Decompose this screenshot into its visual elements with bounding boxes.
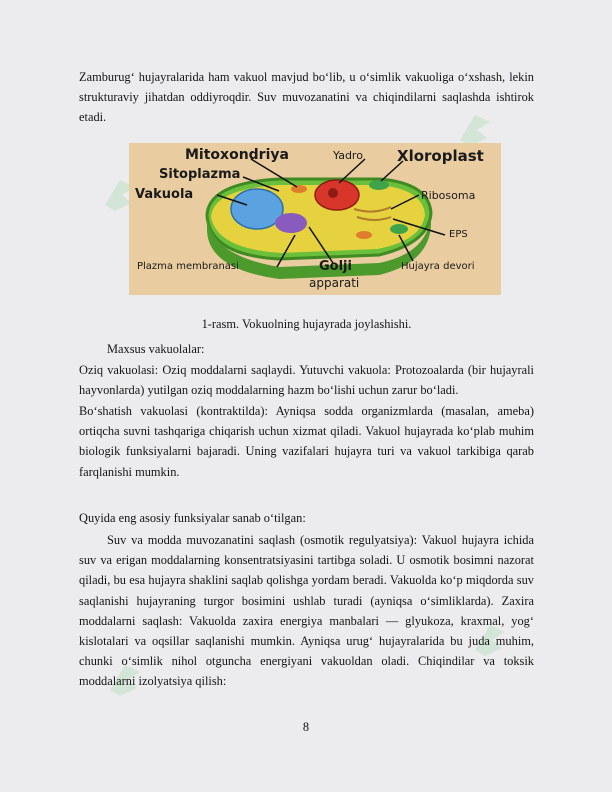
- paragraph-special-vacuoles: Maxsus vakuolalar:: [107, 342, 205, 356]
- label-mitoxondriya: Mitoxondriya: [185, 147, 289, 163]
- label-ribosoma: Ribosoma: [421, 189, 476, 202]
- label-sitoplazma: Sitoplazma: [159, 167, 241, 182]
- label-xloroplast: Xloroplast: [397, 147, 484, 165]
- figure-caption: 1-rasm. Vokuolning hujayrada joylashishi.: [201, 317, 412, 331]
- label-yadro: Yadro: [333, 149, 363, 162]
- label-apparati: apparati: [309, 276, 360, 290]
- label-hujayra-devori: Hujayra devori: [401, 261, 475, 272]
- cell-diagram-svg: [129, 143, 501, 295]
- label-golji: Golji: [319, 259, 352, 274]
- paragraph-functions: Suv va modda muvozanatini saqlash (osmotik regulyatsiya): Vakuol hujayra ichida suv va erigan moddalarning konsentratsiyasini tartibga soladi. U osmotik bosimni nazorat qiladi, bu esa hujayra shaklini saqlab qolishga yordam beradi. Vakuolda ko‘p miqdorda suv saqlanishi hujayraning turgor bosimini ushlab turadi (ayniqsa o‘simliklarda). Zaxira moddalarni saqlash: Vakuolda zaxira energiya manbalari — glyukoza, kraxmal, yog‘ kislotalari va oqsillar saqlanishi mumkin. Ayniqsa urug‘ hujayralarida bu juda muhim, chunki o‘simlik nihol otguncha energiyani vakuoldan oladi. Chiqindilar va toksik moddalarni izolyatsiya qilish:: [79, 533, 534, 689]
- cell-diagram-figure: [129, 143, 501, 295]
- paragraph-contractile-vacuole: Bo‘shatish vakuolasi (kontraktilda): Ayniqsa sodda organizmlarda (masalan, ameba) ortiqcha suvni tashqariga chiqarish uchun xizmat qiladi. Vakuol hujayrada ko‘plab muhim biologik funksiyalarni bajaradi. Uning vazifalari hujayra turi va vakuol tarkibiga qarab farqlanishi mumkin.: [79, 404, 534, 479]
- label-vakuola: Vakuola: [135, 187, 194, 202]
- paragraph-functions-intro: Quyida eng asosiy funksiyalar sanab o‘tilgan:: [79, 511, 306, 525]
- paragraph-food-vacuole: Oziq vakuolasi: Oziq moddalarni saqlaydi. Yutuvchi vakuola: Protozoalarda (bir hujayrali hayvonlarda) yutilgan oziq moddalarning hazm bo‘lishi uchun zarur bo‘ladi.: [79, 363, 534, 398]
- label-eps: EPS: [449, 229, 468, 240]
- label-plazma-membranasi: Plazma membranasi: [137, 261, 239, 272]
- paragraph-fungi: Zamburug‘ hujayralarida ham vakuol mavjud bo‘lib, u o‘simlik vakuoliga o‘xshash, lekin strukturaviy jihatdan oddiyroqdir. Suv muvozanatini va chiqindilarni saqlashda ishtirok etadi.: [79, 70, 534, 125]
- page-number: 8: [302, 720, 310, 734]
